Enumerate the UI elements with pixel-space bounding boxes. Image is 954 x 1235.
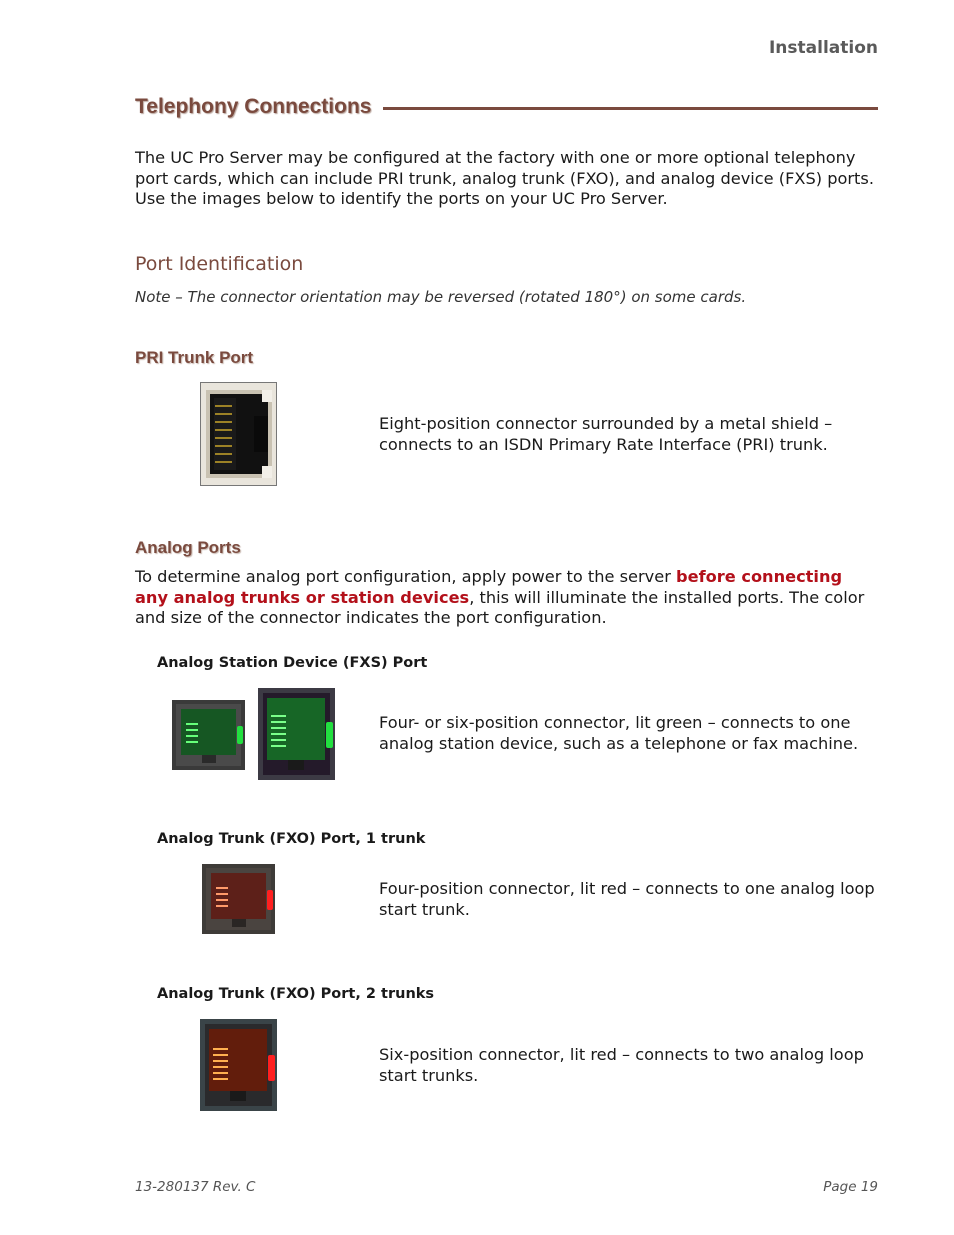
footer-doc-id: 13-280137 Rev. C [135,1179,256,1195]
analog-para-emphasis: before connecting any analog trunks or station devices [135,567,843,607]
fxs-heading: Analog Station Device (FXS) Port [157,655,428,671]
pri-heading: PRI Trunk Port [135,348,254,367]
fxs-four-position-image [172,700,245,770]
analog-ports-paragraph [135,567,880,629]
analog-para-end: , this will illuminate the installed ports. The color and size of the connector indicates the port configuration. [135,587,865,627]
analog-para-start: To determine analog port configuration, apply power to the server [135,567,677,586]
port-identification-heading: Port Identification [135,253,304,275]
fxo-one-trunk-heading: Analog Trunk (FXO) Port, 1 trunk [157,831,426,847]
footer-page-number: Page 19 [823,1179,878,1195]
page-title: Telephony Connections [135,95,372,118]
analog-ports-heading: Analog Ports [135,538,241,557]
header-section-title: Installation [768,38,878,58]
fxo-two-trunks-description: Six-position connector, lit red – connects to two analog loop start trunks. [379,1045,864,1085]
fxo-one-trunk-image [202,864,275,934]
fxo-two-trunks-heading: Analog Trunk (FXO) Port, 2 trunks [157,986,435,1002]
orientation-note: Note – The connector orientation may be reversed (rotated 180°) on some cards. [135,288,747,306]
fxs-description: Four- or six-position connector, lit green – connects to one analog station device, such as a telephone or fax machine. [379,713,859,753]
intro-paragraph: The UC Pro Server may be configured at the factory with one or more optional telephony port cards, which can include PRI trunk, analog trunk (FXO), and analog device (FXS) ports. Use the images below to identify the ports on your UC Pro Server. [135,148,874,208]
pri-port-image [200,382,277,486]
fxo-two-trunks-image [200,1019,277,1111]
fxo-one-trunk-description: Four-position connector, lit red – connects to one analog loop start trunk. [379,879,875,919]
fxs-six-position-image [258,688,335,780]
page-title-row [135,92,878,122]
title-rule [383,107,878,110]
pri-description: Eight-position connector surrounded by a metal shield – connects to an ISDN Primary Rate Interface (PRI) trunk. [379,414,833,454]
